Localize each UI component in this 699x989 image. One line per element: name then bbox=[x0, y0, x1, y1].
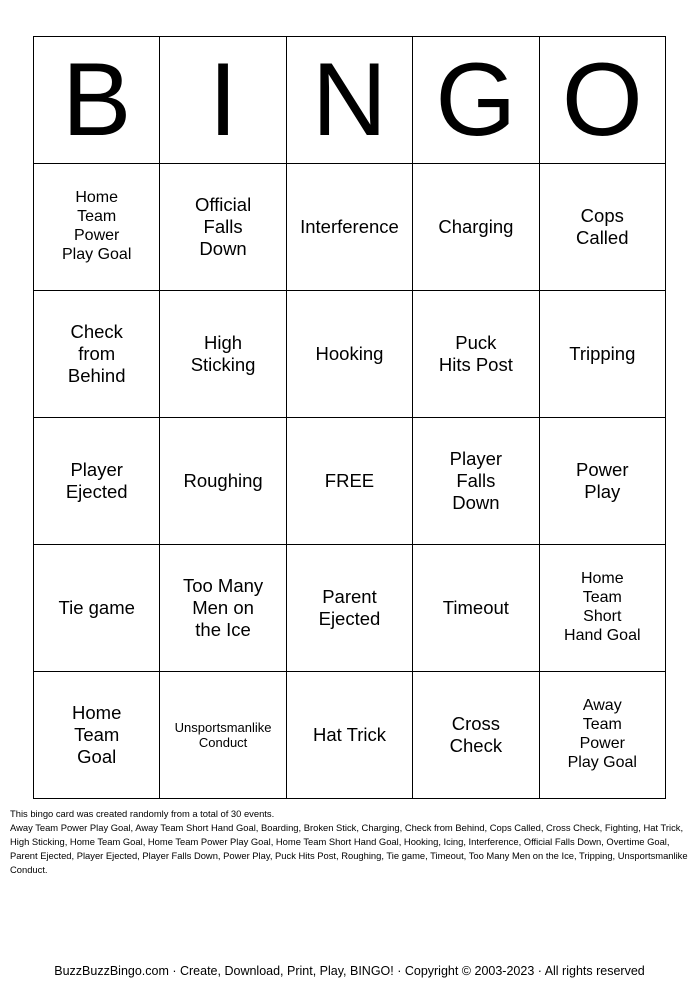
bingo-cell bbox=[286, 672, 412, 799]
cell-text: Home Team Power Play Goal bbox=[62, 189, 132, 263]
free-space-text: FREE bbox=[324, 470, 375, 492]
cell-text: Check from Behind bbox=[67, 321, 126, 386]
card-row-3 bbox=[34, 418, 666, 545]
cell-text: Cross Check bbox=[449, 713, 503, 756]
bingo-cell bbox=[34, 164, 160, 291]
bingo-cell bbox=[539, 418, 665, 545]
card-row-2 bbox=[34, 291, 666, 418]
cell-text: Interference bbox=[300, 216, 399, 238]
cell-text: Player Falls Down bbox=[449, 448, 503, 513]
bingo-cell bbox=[539, 164, 665, 291]
bingo-cell bbox=[34, 418, 160, 545]
bingo-cell bbox=[34, 545, 160, 672]
header-letter-o: O bbox=[539, 37, 665, 164]
cell-text: Timeout bbox=[442, 597, 509, 619]
bingo-cell bbox=[413, 291, 539, 418]
bingo-cell bbox=[539, 545, 665, 672]
free-space-cell bbox=[286, 418, 412, 545]
card-row-1 bbox=[34, 164, 666, 291]
cell-text: Charging bbox=[438, 216, 514, 238]
header-row bbox=[34, 37, 666, 164]
header-letter-g: G bbox=[413, 37, 539, 164]
bingo-cell bbox=[160, 291, 286, 418]
bingo-card bbox=[33, 36, 666, 799]
header-letter-b: B bbox=[34, 37, 160, 164]
bingo-cell bbox=[413, 672, 539, 799]
bingo-cell bbox=[539, 291, 665, 418]
card-info-intro: This bingo card was created randomly from a total of 30 events. bbox=[10, 808, 275, 819]
cell-text: Hooking bbox=[315, 343, 384, 365]
bingo-cell bbox=[160, 672, 286, 799]
footer-copyright: BuzzBuzzBingo.com · Create, Download, Print, Play, BINGO! · Copyright © 2003-2023 · All rights reserved bbox=[54, 964, 645, 978]
cell-text: Home Team Goal bbox=[72, 702, 122, 767]
cell-text: Official Falls Down bbox=[194, 194, 252, 259]
card-row-5 bbox=[34, 672, 666, 799]
cell-text: Hat Trick bbox=[312, 724, 386, 746]
bingo-cell bbox=[413, 418, 539, 545]
bingo-cell bbox=[34, 672, 160, 799]
event-list: Away Team Power Play Goal, Away Team Short Hand Goal, Boarding, Broken Stick, Charging, Check from Behind, Cops Called, Cross Check, Fighting, Hat Trick, High Sticking, Home Team Goal, Home Team Power Play Goal, Home Team Short Hand Goal, Hooking, Icing, Interference, Official Falls Down, Overtime Goal, Parent Ejected, Player Ejected, Player Falls Down, Power Play, Puck Hits Post, Roughing, Tie game, Timeout, Too Many Men on the Ice, Tripping, Unsportsmanlike Conduct. bbox=[10, 822, 688, 876]
bingo-cell bbox=[539, 672, 665, 799]
cell-text: Tripping bbox=[569, 343, 636, 365]
cell-text: Player Ejected bbox=[65, 459, 128, 502]
bingo-cell bbox=[286, 291, 412, 418]
cell-text: Home Team Short Hand Goal bbox=[564, 570, 641, 644]
cell-text: Away Team Power Play Goal bbox=[567, 697, 637, 771]
bingo-cell bbox=[34, 291, 160, 418]
bingo-cell bbox=[286, 545, 412, 672]
card-info-note bbox=[10, 807, 692, 877]
cell-text: Unsportsmanlike Conduct bbox=[174, 719, 272, 750]
card-row-4 bbox=[34, 545, 666, 672]
bingo-cell bbox=[413, 164, 539, 291]
header-letter-n: N bbox=[286, 37, 412, 164]
bingo-cell bbox=[160, 545, 286, 672]
cell-text: Tie game bbox=[58, 597, 135, 619]
header-letter-i: I bbox=[160, 37, 286, 164]
cell-text: Cops Called bbox=[576, 205, 629, 248]
cell-text: Roughing bbox=[183, 470, 263, 492]
bingo-cell bbox=[413, 545, 539, 672]
cell-text: Power Play bbox=[576, 459, 629, 502]
bingo-cell bbox=[286, 164, 412, 291]
cell-text: Puck Hits Post bbox=[438, 332, 513, 375]
bingo-cell bbox=[160, 164, 286, 291]
cell-text: Parent Ejected bbox=[318, 586, 381, 629]
cell-text: Too Many Men on the Ice bbox=[182, 575, 264, 640]
cell-text: High Sticking bbox=[190, 332, 256, 375]
bingo-cell bbox=[160, 418, 286, 545]
